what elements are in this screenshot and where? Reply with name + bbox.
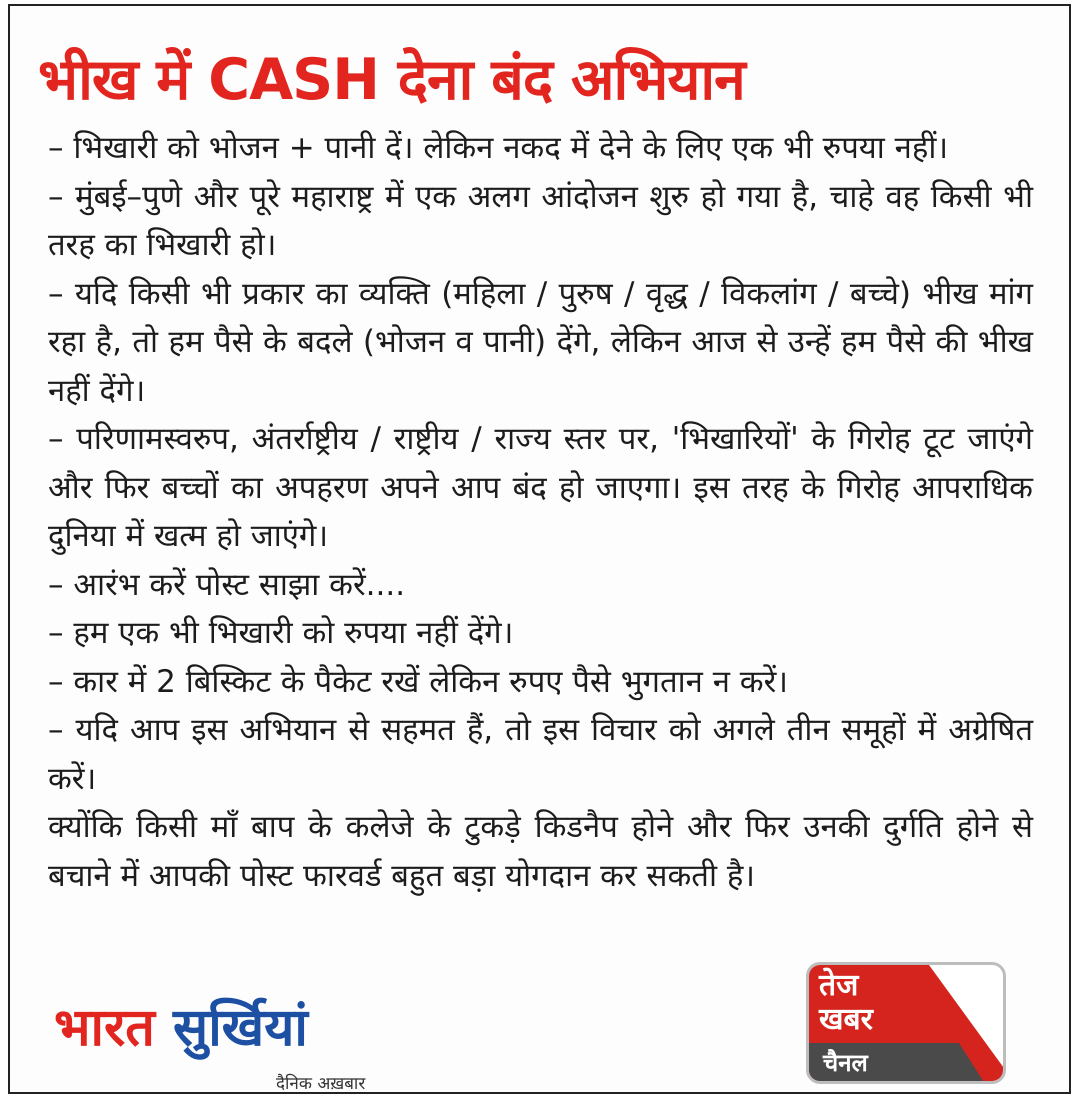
- logo-tagline: दैनिक अख़बार: [276, 1074, 366, 1094]
- paragraph-1: – भिखारी को भोजन + पानी दें। लेकिन नकद में देने के लिए एक भी रुपया नहीं।: [48, 130, 949, 166]
- tez-khabar-channel-logo: [806, 962, 1006, 1084]
- paragraph-6: – हम एक भी भिखारी को रुपया नहीं देंगे।: [48, 615, 514, 651]
- paragraph-2: – मुंबई–पुणे और पूरे महाराष्ट्र में एक अलग आंदोजन शुरु हो गया है, चाहे वह किसी भी तरह का भिखारी हो।: [48, 178, 1033, 263]
- badge-line-channel: चैनल: [823, 1049, 868, 1077]
- headline: भीख में CASH देना बंद अभियान: [38, 47, 745, 113]
- paragraph-9: क्योंकि किसी माँ बाप के कलेजे के टुकड़े किडनैप होने और फिर उनकी दुर्गति होने से बचाने में आपकी पोस्ट फारवर्ड बहुत बड़ा योगदान कर सकती है।: [48, 809, 1033, 894]
- logo-word-surkhiyan: सुर्खियां: [173, 997, 308, 1058]
- badge-line-khabar: खबर: [819, 1002, 873, 1037]
- bharat-surkhiyan-logo: [54, 998, 308, 1058]
- paragraph-5: – आरंभ करें पोस्ट साझा करें....: [48, 566, 406, 603]
- paragraph-8: – यदि आप इस अभियान से सहमत हैं, तो इस विचार को अगले तीन समूहों में अग्रेषित करें।: [48, 712, 1033, 797]
- badge-line-tez: तेज: [819, 968, 859, 1003]
- paragraph-7: – कार में 2 बिस्किट के पैकेट रखें लेकिन रुपए पैसे भुगतान न करें।: [48, 663, 789, 700]
- paragraph-4: – परिणामस्वरुप, अंतर्राष्ट्रीय / राष्ट्रीय / राज्य स्तर पर, 'भिखारियों' के गिरोह टूट जाएंगे और फिर बच्चों का अपहरण अपने आप बंद हो जाएगा। इस तरह के गिरोह आपराधिक दुनिया में खत्म हो जाएंगे।: [48, 421, 1033, 554]
- logo-word-bharat: भारत: [54, 997, 155, 1058]
- message-body: [48, 124, 1033, 900]
- paragraph-3: – यदि किसी भी प्रकार का व्यक्ति (महिला / पुरुष / वृद्ध / विकलांग / बच्चे) भीख मांग रहा है, तो हम पैसे के बदले (भोजन व पानी) देंगे, लेकिन आज से उन्हें हम पैसे की भीख नहीं देंगे।: [48, 275, 1033, 409]
